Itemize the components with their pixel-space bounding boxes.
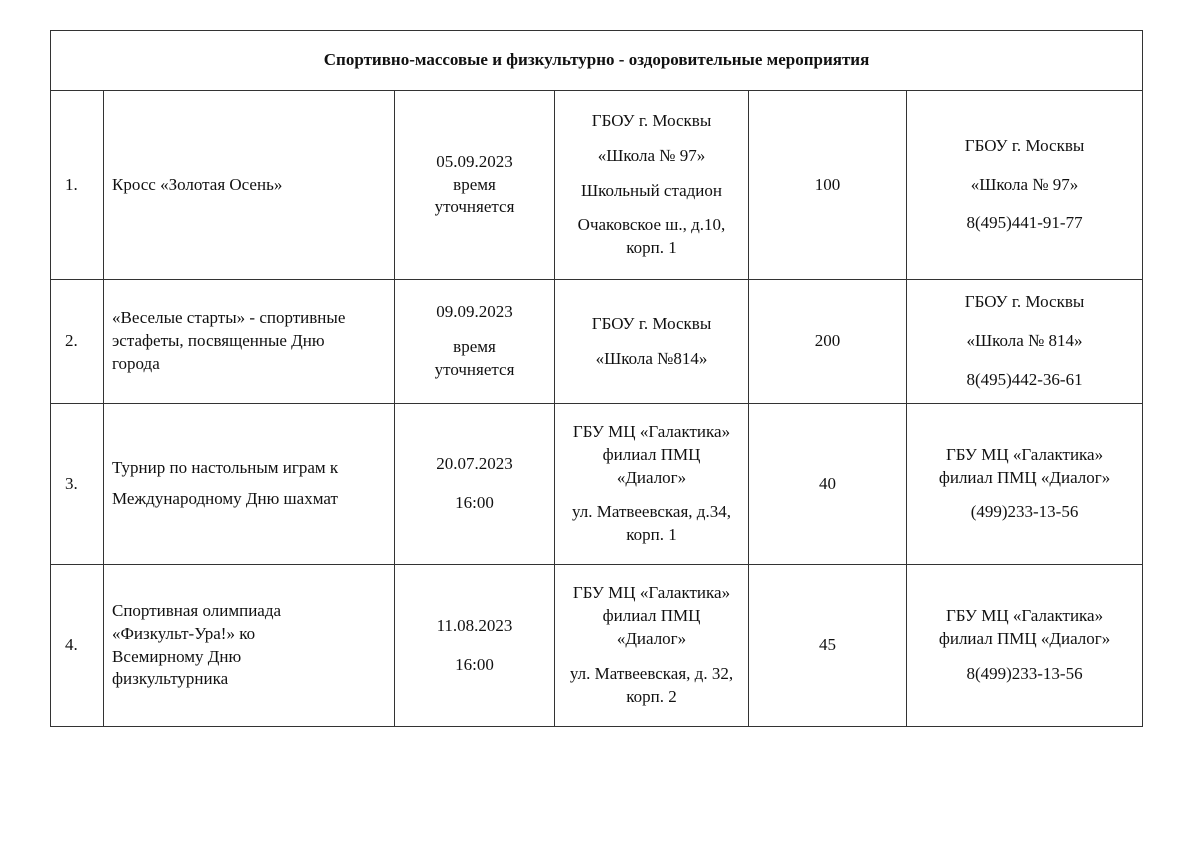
place-line: корп. 1 [626,525,677,545]
place-line: Школьный стадион [581,180,722,200]
participants-count: 100 [749,91,907,280]
event-time-line: время [453,337,496,357]
event-name-line: Турнир по настольным играм к [112,458,339,478]
event-name-cell [104,91,395,280]
event-name-line: Кросс «Золотая Осень» [112,174,283,194]
event-time-line: время [453,174,496,194]
responsible-phone: 8(495)441-91-77 [966,213,1083,233]
event-date: 11.08.2023 [436,615,513,635]
participants-count: 40 [749,404,907,565]
event-place-cell [555,280,749,404]
event-name-line: «Физкульт-Ура!» ко [112,623,256,643]
section-header-row [51,31,1143,91]
responsible-line: ГБОУ г. Москвы [964,135,1085,155]
event-name-line: Спортивная олимпиада [112,600,282,620]
event-date: 05.09.2023 [436,151,513,171]
row-number: 4. [51,565,104,727]
place-line: ГБУ МЦ «Галактика» [572,421,731,441]
row-number: 1. [51,91,104,280]
event-name-cell [104,404,395,565]
responsible-line: «Школа № 814» [966,331,1083,351]
responsible-cell [907,91,1143,280]
responsible-phone: 8(499)233-13-56 [966,663,1083,683]
responsible-line: филиал ПМЦ «Диалог» [938,467,1111,487]
event-name-cell [104,565,395,727]
place-line: ГБОУ г. Москвы [591,110,712,130]
event-date-cell [395,404,555,565]
place-line: Очаковское ш., д.10, [577,215,726,235]
row-number: 2. [51,280,104,404]
table-row [51,91,1143,280]
event-place-cell [555,404,749,565]
event-place-cell [555,91,749,280]
row-number: 3. [51,404,104,565]
event-name-line: физкультурника [112,669,229,689]
responsible-line: ГБУ МЦ «Галактика» [945,444,1104,464]
event-name-line: эстафеты, посвященные Дню [112,331,325,351]
participants-count: 200 [749,280,907,404]
responsible-line: «Школа № 97» [970,174,1079,194]
place-line: «Диалог» [616,467,687,487]
responsible-cell [907,404,1143,565]
events-table [50,30,1143,727]
place-line: филиал ПМЦ [602,606,701,626]
place-line: ул. Матвеевская, д.34, [572,502,731,522]
place-line: ГБУ МЦ «Галактика» [572,583,731,603]
event-name-line: города [112,353,160,373]
event-date-cell [395,91,555,280]
place-line: ул. Матвеевская, д. 32, [569,663,734,683]
event-time: 16:00 [455,654,494,674]
place-line: «Диалог» [616,629,687,649]
event-date: 09.09.2023 [436,302,513,322]
place-line: «Школа № 97» [597,145,706,165]
event-date-cell [395,565,555,727]
place-line: ГБОУ г. Москвы [591,313,712,333]
participants-count: 45 [749,565,907,727]
event-time-line: уточняется [434,197,515,217]
event-place-cell [555,565,749,727]
responsible-line: ГБОУ г. Москвы [964,292,1085,312]
table-row [51,565,1143,727]
responsible-line: ГБУ МЦ «Галактика» [945,606,1104,626]
event-date: 20.07.2023 [436,454,513,474]
responsible-cell [907,280,1143,404]
event-name-line: Всемирному Дню [112,646,242,666]
responsible-phone: (499)233-13-56 [970,502,1079,522]
event-date-cell [395,280,555,404]
event-name-line: «Веселые старты» - спортивные [112,308,346,328]
responsible-line: филиал ПМЦ «Диалог» [938,629,1111,649]
event-name-cell [104,280,395,404]
table-row [51,404,1143,565]
event-time-line: уточняется [434,359,515,379]
responsible-cell [907,565,1143,727]
place-line: филиал ПМЦ [602,444,701,464]
section-title: Спортивно-массовые и физкультурно - оздоровительные мероприятия [51,31,1143,91]
place-line: «Школа №814» [595,348,708,368]
event-name-line: Международному Дню шахмат [112,489,338,508]
table-row [51,280,1143,404]
place-line: корп. 1 [626,238,677,258]
responsible-phone: 8(495)442-36-61 [966,369,1083,389]
event-time: 16:00 [455,493,494,512]
place-line: корп. 2 [626,686,677,706]
